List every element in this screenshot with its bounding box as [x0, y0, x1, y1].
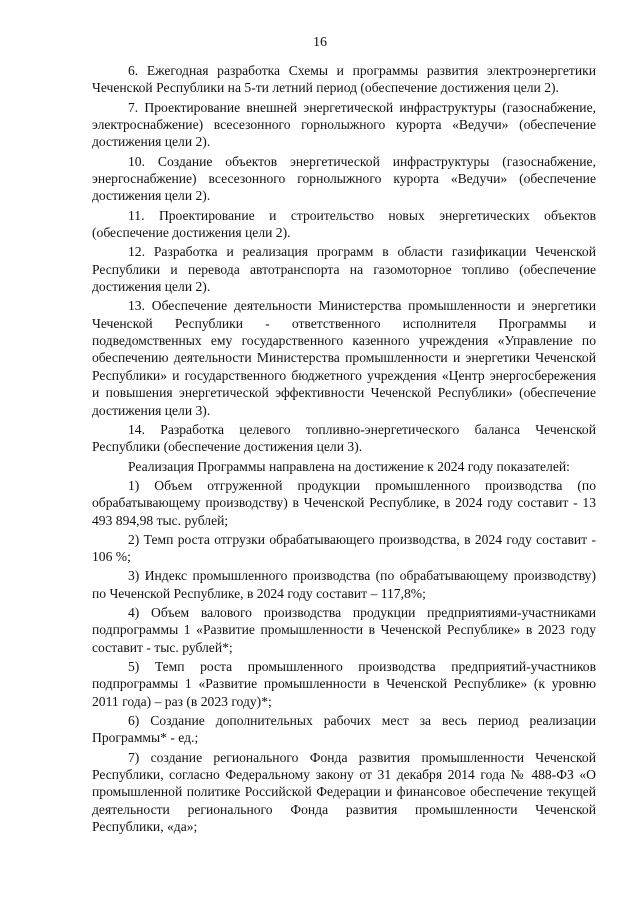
- paragraph-item-11-new-energy-objects: 11. Проектирование и строительство новых энергетических объектов (обеспечение достижения цели 2).: [92, 207, 596, 241]
- indicator-5-production-growth: 5) Темп роста промышленного производства предприятий-участников подпрограммы 1 «Развитие промышленности в Чеченской Республике» (к уровню 2011 года) – раз (в 2023 году)*;: [92, 658, 596, 709]
- paragraph-item-13-ministry-support: 13. Обеспечение деятельности Министерства промышленности и энергетики Чеченской Республики - ответственного исполнителя Программы и подведомственных ему государственного казенного учреждения «Управление по обеспечению деятельности Министерства промышленности и энергетики Чеченской Республики» и государственного бюджетного учреждения «Центр энергосбережения и повышения энергетической эффективности Чеченской Республики» (обеспечение достижения цели 3).: [92, 298, 596, 418]
- page-number: 16: [313, 35, 327, 50]
- paragraph-item-10-infrastructure-creation: 10. Создание объектов энергетической инфраструктуры (газоснабжение, энергоснабжение) всесезонного горнолыжного курорта «Ведучи» (обеспечение достижения цели 2).: [92, 153, 596, 204]
- indicator-6-new-jobs: 6) Создание дополнительных рабочих мест за весь период реализации Программы* - ед.;: [92, 712, 596, 746]
- paragraph-item-12-gasification: 12. Разработка и реализация программ в области газификации Чеченской Республики и перевода автотранспорта на газомоторное топливо (обеспечение достижения цели 2).: [92, 244, 596, 295]
- indicator-1-shipped-output: 1) Объем отгруженной продукции промышленного производства (по обрабатывающему производству) в Чеченской Республике, в 2024 году составит - 13 493 894,98 тыс. рублей;: [92, 477, 596, 528]
- document-body: [92, 62, 596, 837]
- paragraph-item-14-energy-balance: 14. Разработка целевого топливно-энергетического баланса Чеченской Республики (обеспечение достижения цели 3).: [92, 421, 596, 455]
- paragraph-item-7-infrastructure-design: 7. Проектирование внешней энергетической инфраструктуры (газоснабжение, электроснабжение) всесезонного горнолыжного курорта «Ведучи» (обеспечение достижения цели 2).: [92, 99, 596, 150]
- indicator-2-shipment-growth: 2) Темп роста отгрузки обрабатывающего производства, в 2024 году составит - 106 %;: [92, 531, 596, 565]
- paragraph-item-6-annual-scheme: 6. Ежегодная разработка Схемы и программы развития электроэнергетики Чеченской Республики на 5-ти летний период (обеспечение достижения цели 2).: [92, 63, 596, 96]
- indicator-4-gross-output: 4) Объем валового производства продукции предприятиями-участниками подпрограммы 1 «Развитие промышленности в Чеченской Республике» в 2023 году составит - тыс. рублей*;: [92, 604, 596, 655]
- paragraph-indicators-intro: Реализация Программы направлена на достижение к 2024 году показателей:: [128, 458, 570, 474]
- indicator-7-industry-fund: 7) создание регионального Фонда развития промышленности Чеченской Республики, согласно Федеральному закону от 31 декабря 2014 года № 488-ФЗ «О промышленной политике Российской Федерации и финансовое обеспечение текущей деятельности регионального Фонда развития промышленности Чеченской Республики, «да»;: [92, 749, 596, 835]
- indicator-3-production-index: 3) Индекс промышленного производства (по обрабатывающему производству) по Чеченской Республике, в 2024 году составит – 117,8%;: [92, 568, 596, 601]
